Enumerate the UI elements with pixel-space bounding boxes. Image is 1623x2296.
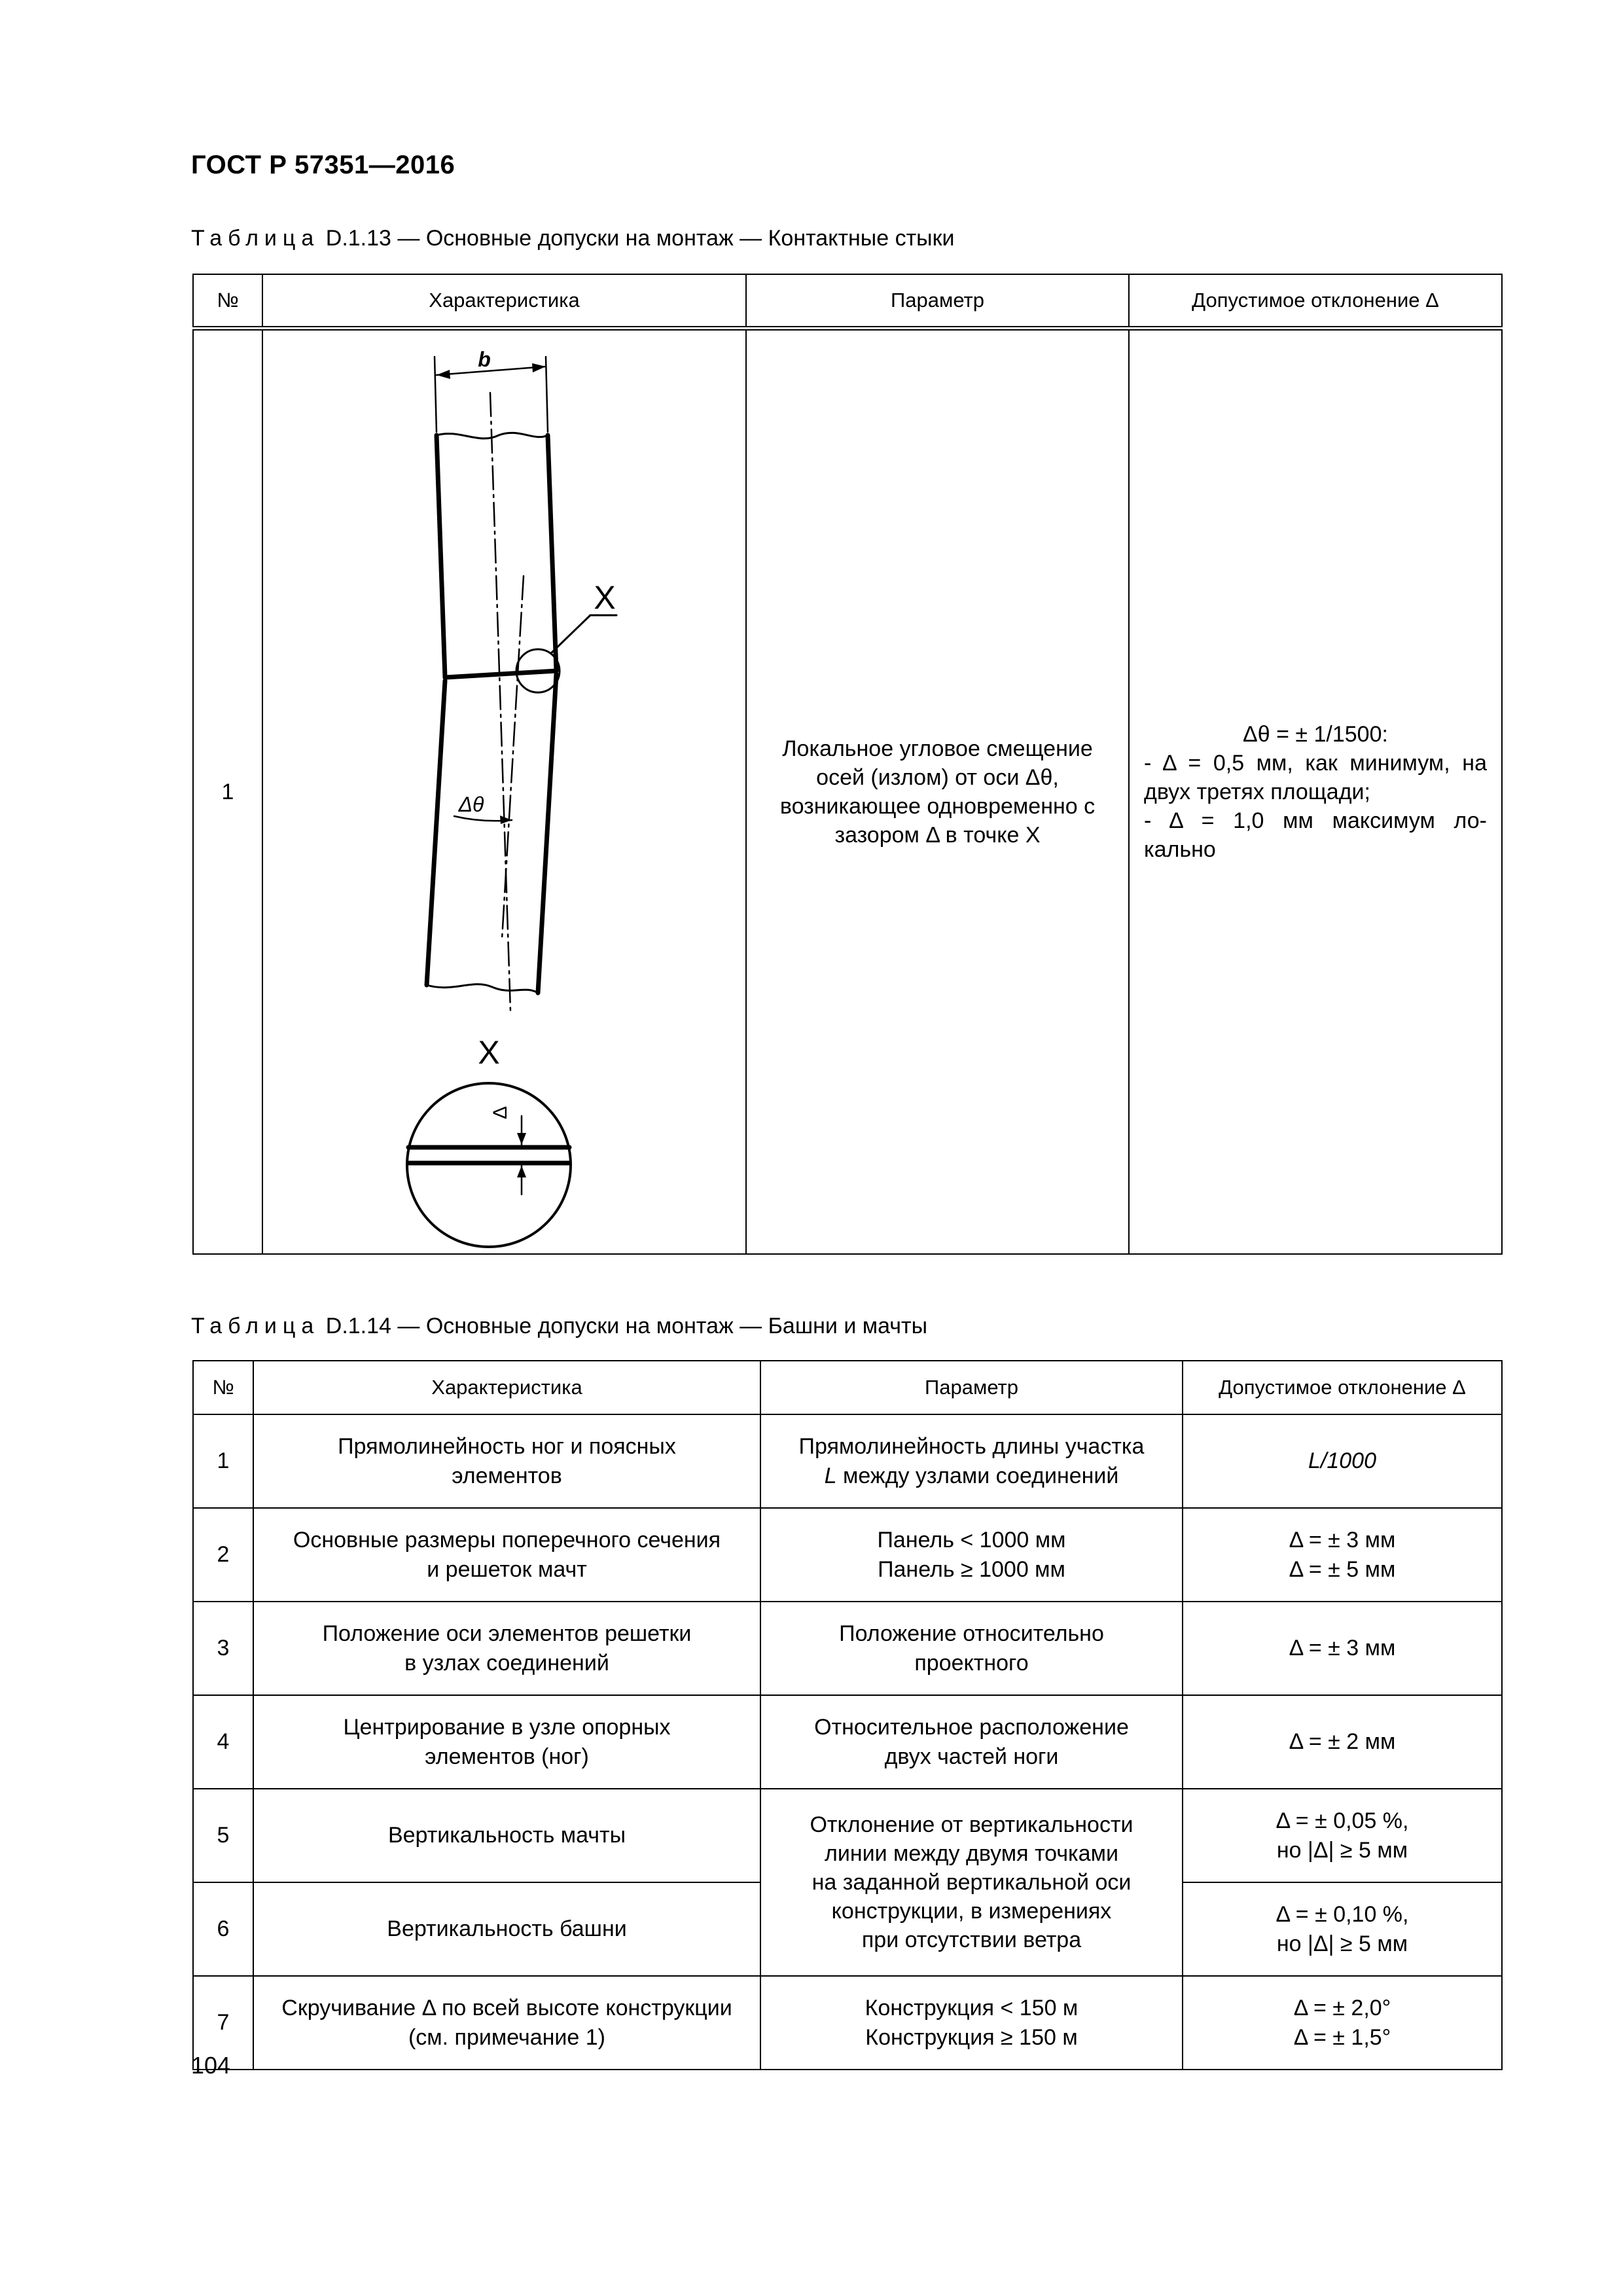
tolerance-line: - Δ = 1,0 мм максимум ло-: [1144, 808, 1487, 834]
figure-label-b: b: [478, 348, 491, 371]
tolerance-line: - Δ = 0,5 мм, как минимум, на: [1144, 750, 1487, 776]
contact-joint-figure: [263, 331, 747, 1253]
row-characteristic: Вертикальность башни: [253, 1882, 760, 1976]
row-characteristic: Скручивание Δ по всей высоте конструкции (см. примечание 1): [253, 1976, 760, 2070]
table-row: [193, 1602, 1502, 1695]
joint-line: [445, 671, 556, 677]
table1-header-parameter: Параметр: [746, 274, 1129, 329]
table1-row-parameter: Локальное угловое смещение осей (излом) от оси Δθ, возникающее одновременно с зазором Δ в точке X: [746, 329, 1129, 1255]
lower-tube-right-edge: [538, 674, 556, 993]
table-row: [193, 1508, 1502, 1602]
table2-header-parameter: Параметр: [760, 1361, 1183, 1414]
row-characteristic: Прямолинейность ног и поясных элементов: [253, 1414, 760, 1508]
row-characteristic: Основные размеры поперечного сечения и решеток мачт: [253, 1508, 760, 1602]
figure-label-x-detail: X: [478, 1034, 500, 1071]
table-row: [193, 1789, 1502, 1882]
row-parameter-line: L между узлами соединений: [824, 1463, 1119, 1488]
row-parameter: Положение относительно проектного: [760, 1602, 1183, 1695]
lower-axis-line: [502, 576, 524, 939]
row-tolerance: Δ = ± 2,0° Δ = ± 1,5°: [1183, 1976, 1502, 2070]
table2-header-tolerance: Допустимое отклонение Δ: [1183, 1361, 1502, 1414]
lower-tube-left-edge: [427, 681, 445, 985]
figure-label-x: X: [594, 579, 616, 616]
table1-caption: [191, 226, 954, 251]
table2-caption-prefix: Таблица: [191, 1314, 320, 1338]
row-num: 7: [193, 1976, 253, 2070]
table1-row: [193, 329, 1502, 1255]
b-dimension-line: [437, 367, 546, 375]
row-tolerance: Δ = ± 3 мм: [1183, 1602, 1502, 1695]
figure-label-gap: Δ: [490, 1105, 511, 1120]
row-num: 4: [193, 1695, 253, 1789]
table-row: [193, 1976, 1502, 2070]
table1-header-tolerance: Допустимое отклонение Δ: [1129, 274, 1502, 329]
table2-header-row: [193, 1361, 1502, 1414]
upper-axis-line: [490, 393, 510, 1011]
lower-break-line: [427, 984, 538, 993]
table1-header-characteristic: Характеристика: [262, 274, 746, 329]
row-parameter: Конструкция < 150 м Конструкция ≥ 150 м: [760, 1976, 1183, 2070]
upper-tube-right-edge: [548, 435, 556, 671]
row-num: 5: [193, 1789, 253, 1882]
row-characteristic: Центрирование в узле опорных элементов (ног): [253, 1695, 760, 1789]
row-tolerance: Δ = ± 0,10 %, но |Δ| ≥ 5 мм: [1183, 1882, 1502, 1976]
row-tolerance: Δ = ± 3 мм Δ = ± 5 мм: [1183, 1508, 1502, 1602]
row-num: 6: [193, 1882, 253, 1976]
table2-caption-text: D.1.14 — Основные допуски на монтаж — Башни и мачты: [319, 1314, 928, 1338]
row-parameter-merged: Отклонение от вертикальности линии между двумя точками на заданной вертикальной оси конструкции, в измерениях при отсутствии ветра: [760, 1789, 1183, 1976]
row-num: 2: [193, 1508, 253, 1602]
tolerance-line: кально: [1144, 837, 1216, 863]
table-d-1-13: [192, 274, 1503, 1255]
table2-header-characteristic: Характеристика: [253, 1361, 760, 1414]
table-row: [193, 1695, 1502, 1789]
tolerance-line: двух третях площади;: [1144, 779, 1370, 804]
table1-row-tolerance: [1129, 329, 1502, 1255]
upper-tube-left-edge: [437, 435, 445, 677]
table2-header-num: №: [193, 1361, 253, 1414]
table1-row-num: 1: [193, 329, 262, 1255]
contact-joint-figure-cell: [262, 329, 746, 1255]
row-tolerance: Δ = ± 0,05 %, но |Δ| ≥ 5 мм: [1183, 1789, 1502, 1882]
table1-caption-prefix: Таблица: [191, 226, 320, 251]
row-num: 1: [193, 1414, 253, 1508]
table1-caption-text: D.1.13 — Основные допуски на монтаж — Контактные стыки: [319, 226, 955, 251]
row-tolerance: Δ = ± 2 мм: [1183, 1695, 1502, 1789]
row-parameter: Панель < 1000 мм Панель ≥ 1000 мм: [760, 1508, 1183, 1602]
figure-label-dtheta: Δθ: [458, 793, 484, 816]
row-parameter: Относительное расположение двух частей ноги: [760, 1695, 1183, 1789]
row-num: 3: [193, 1602, 253, 1695]
table1-header-num: №: [193, 274, 262, 329]
row-tolerance: L/1000: [1183, 1414, 1502, 1508]
table1-header-row: [193, 274, 1502, 329]
row-parameter: Прямолинейность длины участка L между узлами соединений: [760, 1414, 1183, 1508]
document-title: ГОСТ Р 57351—2016: [191, 151, 455, 179]
table-row: [193, 1414, 1502, 1508]
table2-caption: [191, 1314, 927, 1339]
table-d-1-14: [192, 1360, 1503, 2070]
tolerance-line: Δθ = ± 1/1500:: [1243, 721, 1388, 747]
page-number: 104: [191, 2052, 231, 2079]
row-characteristic: Положение оси элементов решетки в узлах соединений: [253, 1602, 760, 1695]
row-characteristic: Вертикальность мачты: [253, 1789, 760, 1882]
